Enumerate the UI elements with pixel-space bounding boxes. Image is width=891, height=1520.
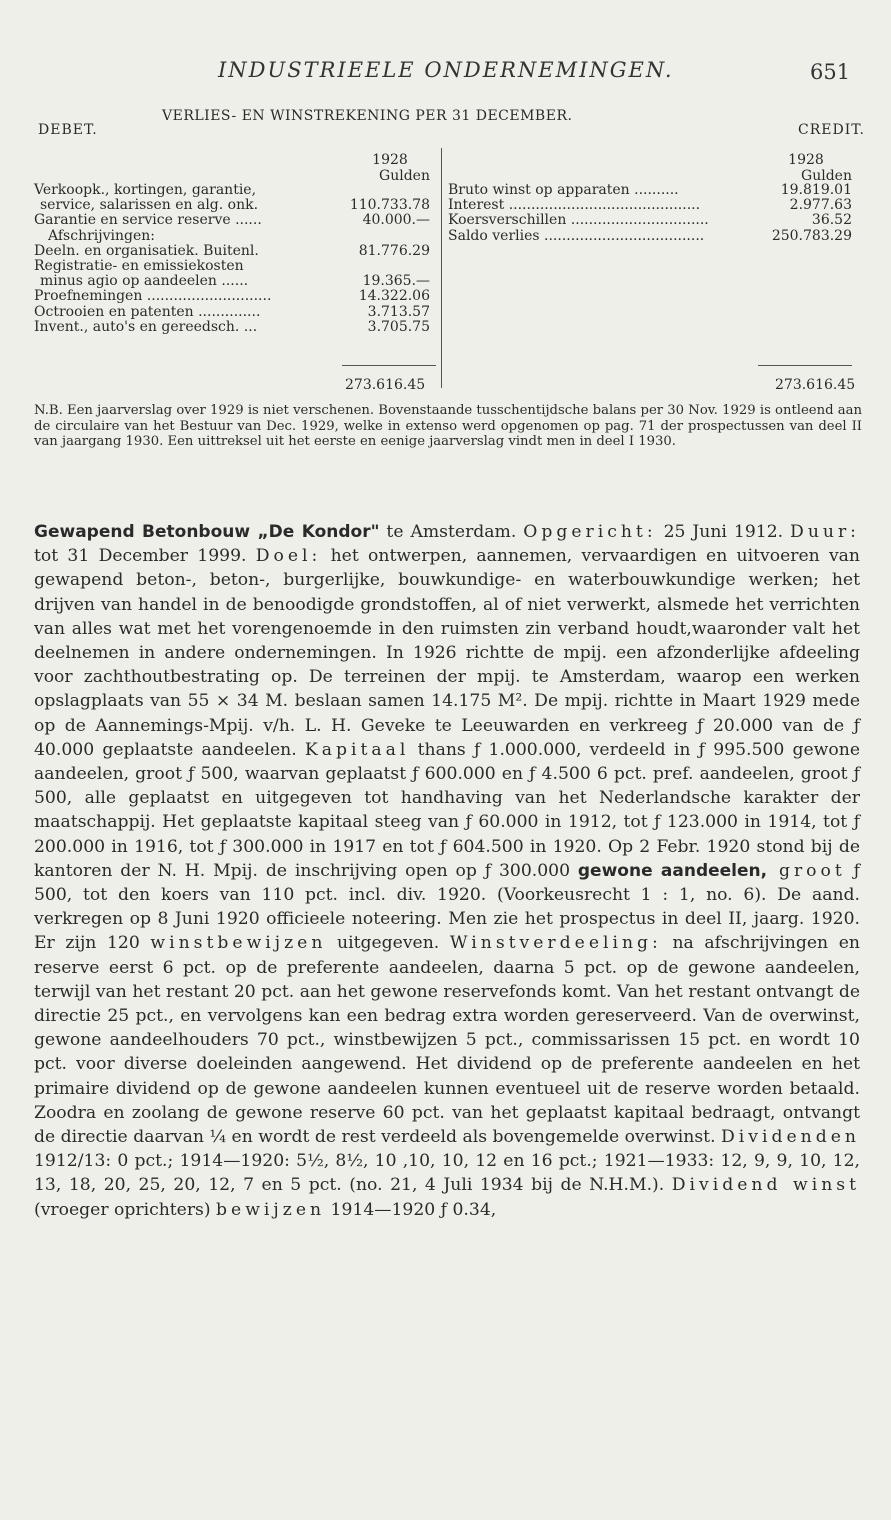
debit-table <box>34 183 434 335</box>
debit-row-value: 3.713.57 <box>367 303 430 320</box>
debit-row-value: 14.322.06 <box>358 288 430 305</box>
debit-row-value: 40.000.— <box>362 212 430 229</box>
debit-row <box>34 229 434 244</box>
article-text: tot 31 December 1999. <box>34 546 256 567</box>
debit-row <box>34 320 434 335</box>
note-paragraph: N.B. Een jaarverslag over 1929 is niet verschenen. Bovenstaande tusschentijdsche balans per 30 Nov. 1929 is ontleend aan de circulaire van het Bestuur van Dec. 1929, welke in extenso werd opgenomen op pag. 71 der prospectussen van deel II van jaargang 1930. Een uittreksel uit het eerste en eenige jaarverslag vindt men in deel I 1930. <box>34 403 862 449</box>
credit-row-value: 36.52 <box>811 212 852 229</box>
debit-row <box>34 274 434 289</box>
debit-row <box>34 259 434 274</box>
debit-row-label: minus agio op aandeelen ...... <box>40 273 249 290</box>
credit-row <box>448 229 852 244</box>
debit-row-value: 19.365.— <box>362 273 430 290</box>
credit-column-heading <box>760 152 852 184</box>
label-groot: groot <box>767 860 846 881</box>
credit-row-label: Saldo verlies .................................... <box>448 227 705 244</box>
running-header-title: INDUSTRIEELE ONDERNEMINGEN. <box>218 58 674 82</box>
label-bewijzen: bewijzen <box>216 1199 326 1220</box>
credit-total: 273.616.45 <box>775 377 856 393</box>
debit-row-label: Octrooien en patenten .............. <box>34 303 261 320</box>
debit-row <box>34 244 434 259</box>
debit-row <box>34 183 434 198</box>
debit-row <box>34 305 434 320</box>
credit-row <box>448 198 852 213</box>
article-body <box>34 520 860 1222</box>
credit-label: CREDIT. <box>798 122 865 138</box>
credit-row-value: 2.977.63 <box>789 197 852 214</box>
debit-row-value: 3.705.75 <box>367 318 430 335</box>
debit-year: 1928 <box>372 152 408 168</box>
debit-row <box>34 289 434 304</box>
label-doel: Doel: <box>255 546 322 567</box>
credit-row <box>448 213 852 228</box>
debet-label: DEBET. <box>38 122 98 138</box>
label-winstverdeeling: Winstverdeeling: <box>449 933 662 954</box>
credit-row <box>448 183 852 198</box>
article-text: ƒ 500, tot den koers van 110 pct. incl. div. 1920. (Voorkeusrecht 1 : 1, no. 6). De aand. verkregen op 8 Juni 1920 officieele noteering. Men zie het prospectus in deel II, jaarg. 1920. Er zijn 120 <box>34 860 860 954</box>
column-divider <box>441 148 442 388</box>
debit-row-label: Deeln. en organisatiek. Buitenl. <box>34 242 259 259</box>
credit-total-rule <box>758 365 852 366</box>
debit-row <box>34 198 434 213</box>
label-gewone-aandeelen: gewone aandeelen, <box>577 860 768 881</box>
debit-row-label: Garantie en service reserve ...... <box>34 212 262 229</box>
article-text: (vroeger oprichters) <box>34 1199 217 1220</box>
label-dividend-winst: Dividend winst <box>671 1175 861 1196</box>
page-number: 651 <box>810 60 851 84</box>
label-winstbewijzen: winstbewijzen <box>150 933 327 954</box>
credit-year: 1928 <box>788 152 824 168</box>
article-text: na afschrijvingen en reserve eerst 6 pct. op de preferente aandeelen, daarna 5 pct. op de gewone aandeelen, terwijl van het restant 20 pct. aan het gewone reservefonds komt. Van het restant ontvangt de directie 25 pct., en vervolgens kan een bedrag extra worden gereserveerd. Van de overwinst, gewone aandeelhouders 70 pct., winstbewijzen 5 pct., commissarissen 15 pct. en wordt 10 pct. voor diverse doeleinden aangewend. Het dividend op de preferente aandeelen en het primaire dividend op de gewone aandeelen kunnen eventueel uit de reserve worden betaald. Zoodra en zoolang de gewone reserve 60 pct. van het geplaatst kapitaal bedraagt, ontvangt de directie daarvan ¼ en wordt de rest verdeeld als bovengemelde overwinst. <box>34 933 860 1148</box>
article-text: 1912/13: 0 pct.; 1914—1920: 5½, 8½, 10 ,10, 10, 12 en 16 pct.; 1921—1933: 12, 9, 9, 10, 12, 13, 18, 20, 25, 20, 12, 7 en 5 pct. (no. 21, 4 Juli 1934 bij de N.H.M.). <box>34 1151 860 1196</box>
credit-row-label: Bruto winst op apparaten .......... <box>448 182 679 198</box>
credit-row-value: 250.783.29 <box>771 227 852 244</box>
label-kapitaal: Kapitaal <box>304 739 410 760</box>
statement-title: VERLIES- EN WINSTREKENING PER 31 DECEMBER. <box>162 108 573 124</box>
company-name: Gewapend Betonbouw „De Kondor" <box>34 522 380 542</box>
debit-row-label: Afschrijvingen: <box>48 227 155 244</box>
debit-unit: Gulden <box>379 168 430 184</box>
article-text: het ontwerpen, aannemen, vervaardigen en uitvoeren van gewapend beton-, beton-, burgerlijke, bouwkundige- en waterbouwkundige werken; het drijven van handel in de benoodigde grondstoffen, al of niet verwerkt, alsmede het verrichten van alles wat met het vorengenoemde in den ruimsten zin verband houdt,waaronder valt het deelnemen in andere ondernemingen. In 1926 richtte de mpij. een afzonderlijke afdeeling voor zachthoutbestrating op. De terreinen der mpij. te Amsterdam, waarop een werken opslagplaats van 55 × 34 M. beslaan samen 14.175 M². De mpij. richtte in Maart 1929 mede op de Aannemings-Mpij. v/h. L. H. Geveke te Leeuwarden en verkreeg ƒ 20.000 van de ƒ 40.000 geplaatste aandeelen. <box>34 546 860 760</box>
credit-table <box>448 183 852 244</box>
article-text: uitgegeven. <box>326 933 450 954</box>
debit-row-value: 110.733.78 <box>349 197 430 214</box>
debit-row-label: Invent., auto's en gereedsch. ... <box>34 318 258 335</box>
debit-column-heading <box>350 152 430 184</box>
article-text: 25 Juni 1912. <box>656 522 791 542</box>
label-duur: Duur: <box>790 522 860 542</box>
credit-row-value: 19.819.01 <box>780 182 852 198</box>
debit-row-label: Proefnemingen ............................ <box>34 288 272 305</box>
article-text: te Amsterdam. <box>379 522 524 542</box>
credit-row-label: Interest ........................................... <box>448 197 701 214</box>
debit-row-label: Verkoopk., kortingen, garantie, <box>34 182 257 198</box>
debit-row-label: service, salarissen en alg. onk. <box>40 197 259 214</box>
debit-row-value: 81.776.29 <box>358 242 430 259</box>
debit-total-rule <box>342 365 436 366</box>
debit-row-label: Registratie- en emissiekosten <box>34 257 244 274</box>
credit-row-label: Koersverschillen ............................... <box>448 212 709 229</box>
debit-total: 273.616.45 <box>345 377 426 393</box>
label-dividenden: Dividenden <box>721 1127 860 1148</box>
debit-row <box>34 213 434 228</box>
article-text: 1914—1920 ƒ 0.34, <box>325 1199 497 1220</box>
credit-unit: Gulden <box>801 168 852 184</box>
article-text: thans ƒ 1.000.000, verdeeld in ƒ 995.500 gewone aandeelen, groot ƒ 500, waarvan geplaatst ƒ 600.000 en ƒ 4.500 6 pct. pref. aandeelen, groot ƒ 500, alle geplaatst en uitgegeven tot handhaving van het Nederlandsche karakter der maatschappij. Het geplaatste kapitaal steeg van ƒ 60.000 in 1912, tot ƒ 123.000 in 1914, tot ƒ 200.000 in 1916, tot ƒ 300.000 in 1917 en tot ƒ 604.500 in 1920. Op 2 Febr. 1920 stond bij de kantoren der N. H. Mpij. de inschrijving open op ƒ 300.000 <box>34 739 860 881</box>
label-opgericht: Opgericht: <box>523 522 657 542</box>
